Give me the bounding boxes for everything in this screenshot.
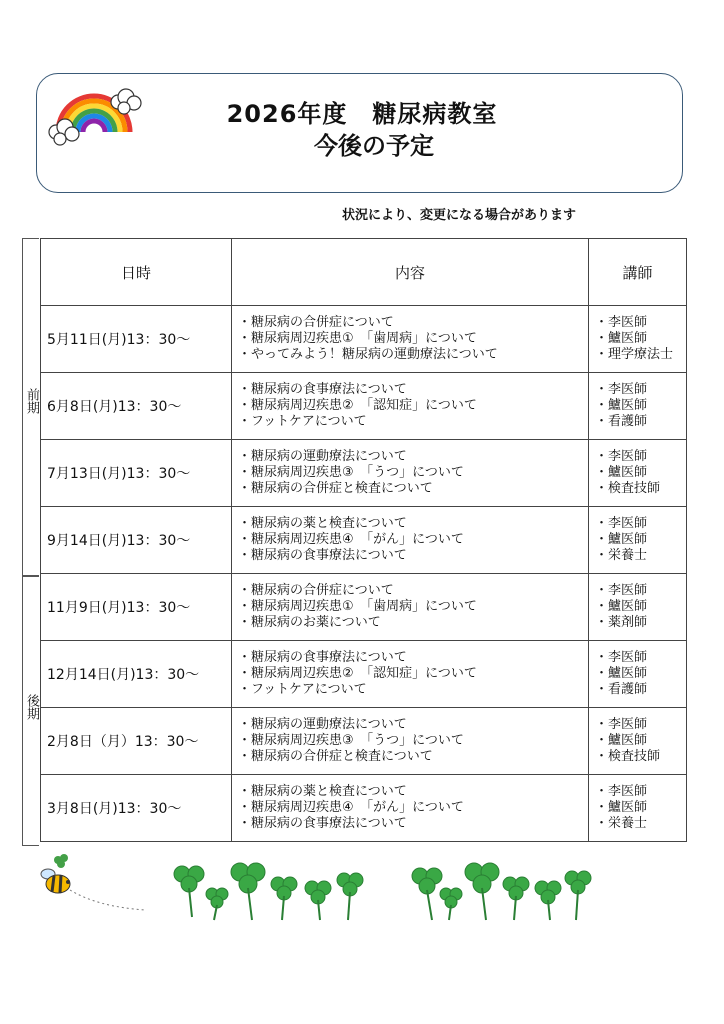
session-content — [232, 306, 589, 373]
content-item: ・糖尿病周辺疾患④ 「がん」について — [238, 800, 464, 815]
content-item: ・糖尿病の食事療法について — [238, 650, 407, 665]
lecturer-item: ・鱸医師 — [595, 331, 648, 346]
session-lecturers — [589, 641, 687, 708]
lecturer-item: ・李医師 — [595, 784, 648, 799]
content-item: ・糖尿病の合併症と検査について — [238, 481, 433, 496]
session-datetime: 11月9日(月)13：30～ — [41, 574, 232, 641]
content-item: ・糖尿病の運動療法について — [238, 449, 407, 464]
lecturer-item: ・李医師 — [595, 315, 648, 330]
lecturer-item: ・鱸医師 — [595, 733, 648, 748]
table-row — [41, 507, 687, 574]
page-title: 2026年度 糖尿病教室 — [226, 100, 498, 128]
session-content — [232, 574, 589, 641]
lecturer-item: ・検査技師 — [595, 749, 661, 764]
session-datetime: 7月13日(月)13：30～ — [41, 440, 232, 507]
lecturer-item: ・李医師 — [595, 449, 648, 464]
table-row — [41, 775, 687, 842]
lecturer-item: ・李医師 — [595, 717, 648, 732]
content-item: ・やってみよう！糖尿病の運動療法について — [238, 347, 498, 362]
lecturer-item: ・鱸医師 — [595, 398, 648, 413]
table-row — [41, 373, 687, 440]
lecturer-item: ・李医師 — [595, 583, 648, 598]
content-item: ・糖尿病の運動療法について — [238, 717, 407, 732]
change-notice: 状況により、変更になる場合があります — [342, 208, 577, 223]
session-content — [232, 373, 589, 440]
content-item: ・糖尿病周辺疾患② 「認知症」について — [238, 666, 477, 681]
content-item: ・糖尿病の薬と検査について — [238, 784, 407, 799]
lecturer-item: ・看護師 — [595, 682, 648, 697]
session-content — [232, 641, 589, 708]
lecturer-item: ・鱸医師 — [595, 800, 648, 815]
session-datetime: 9月14日(月)13：30～ — [41, 507, 232, 574]
session-datetime: 12月14日(月)13：30～ — [41, 641, 232, 708]
session-lecturers — [589, 440, 687, 507]
table-row — [41, 708, 687, 775]
content-item: ・糖尿病周辺疾患① 「歯周病」について — [238, 599, 477, 614]
content-item: ・糖尿病周辺疾患② 「認知症」について — [238, 398, 477, 413]
session-content — [232, 507, 589, 574]
session-lecturers — [589, 574, 687, 641]
content-item: ・糖尿病の食事療法について — [238, 382, 407, 397]
session-datetime: 3月8日(月)13：30～ — [41, 775, 232, 842]
content-item: ・糖尿病の薬と検査について — [238, 516, 407, 531]
session-lecturers — [589, 775, 687, 842]
session-content — [232, 708, 589, 775]
lecturer-item: ・鱸医師 — [595, 599, 648, 614]
session-content — [232, 440, 589, 507]
lecturer-item: ・栄養士 — [595, 816, 648, 831]
content-item: ・フットケアについて — [238, 682, 367, 697]
session-lecturers — [589, 373, 687, 440]
lecturer-item: ・李医師 — [595, 516, 648, 531]
content-item: ・糖尿病周辺疾患① 「歯周病」について — [238, 331, 477, 346]
content-item: ・糖尿病の合併症について — [238, 583, 394, 598]
header-content: 内容 — [232, 239, 589, 306]
table-row — [41, 440, 687, 507]
session-content — [232, 775, 589, 842]
period-label-first: 前期 — [24, 388, 39, 414]
session-datetime: 5月11日(月)13：30～ — [41, 306, 232, 373]
bee-icon — [38, 852, 148, 912]
table-row — [41, 574, 687, 641]
header-datetime: 日時 — [41, 239, 232, 306]
lecturer-item: ・栄養士 — [595, 548, 648, 563]
lecturer-item: ・理学療法士 — [595, 347, 674, 362]
lecturer-item: ・看護師 — [595, 414, 648, 429]
table-row — [41, 641, 687, 708]
lecturer-item: ・鱸医師 — [595, 532, 648, 547]
session-datetime: 2月8日（月）13：30～ — [41, 708, 232, 775]
period-label-second: 後期 — [24, 694, 39, 720]
lecturer-item: ・李医師 — [595, 650, 648, 665]
table-row — [41, 306, 687, 373]
header-lecturer: 講師 — [589, 239, 687, 306]
content-item: ・糖尿病周辺疾患③ 「うつ」について — [238, 465, 464, 480]
schedule-table — [40, 238, 687, 842]
session-lecturers — [589, 507, 687, 574]
session-lecturers — [589, 306, 687, 373]
content-item: ・糖尿病の食事療法について — [238, 548, 407, 563]
lecturer-item: ・鱸医師 — [595, 666, 648, 681]
lecturer-item: ・李医師 — [595, 382, 648, 397]
page-subtitle: 今後の予定 — [314, 132, 434, 160]
lecturer-item: ・検査技師 — [595, 481, 661, 496]
content-item: ・糖尿病のお薬について — [238, 615, 381, 630]
content-item: ・フットケアについて — [238, 414, 367, 429]
lecturer-item: ・薬剤師 — [595, 615, 648, 630]
content-item: ・糖尿病周辺疾患③ 「うつ」について — [238, 733, 464, 748]
session-datetime: 6月8日(月)13：30～ — [41, 373, 232, 440]
content-item: ・糖尿病の合併症について — [238, 315, 394, 330]
lecturer-item: ・鱸医師 — [595, 465, 648, 480]
content-item: ・糖尿病の食事療法について — [238, 816, 407, 831]
session-lecturers — [589, 708, 687, 775]
content-item: ・糖尿病周辺疾患④ 「がん」について — [238, 532, 464, 547]
content-item: ・糖尿病の合併症と検査について — [238, 749, 433, 764]
clover-icon — [170, 862, 600, 924]
